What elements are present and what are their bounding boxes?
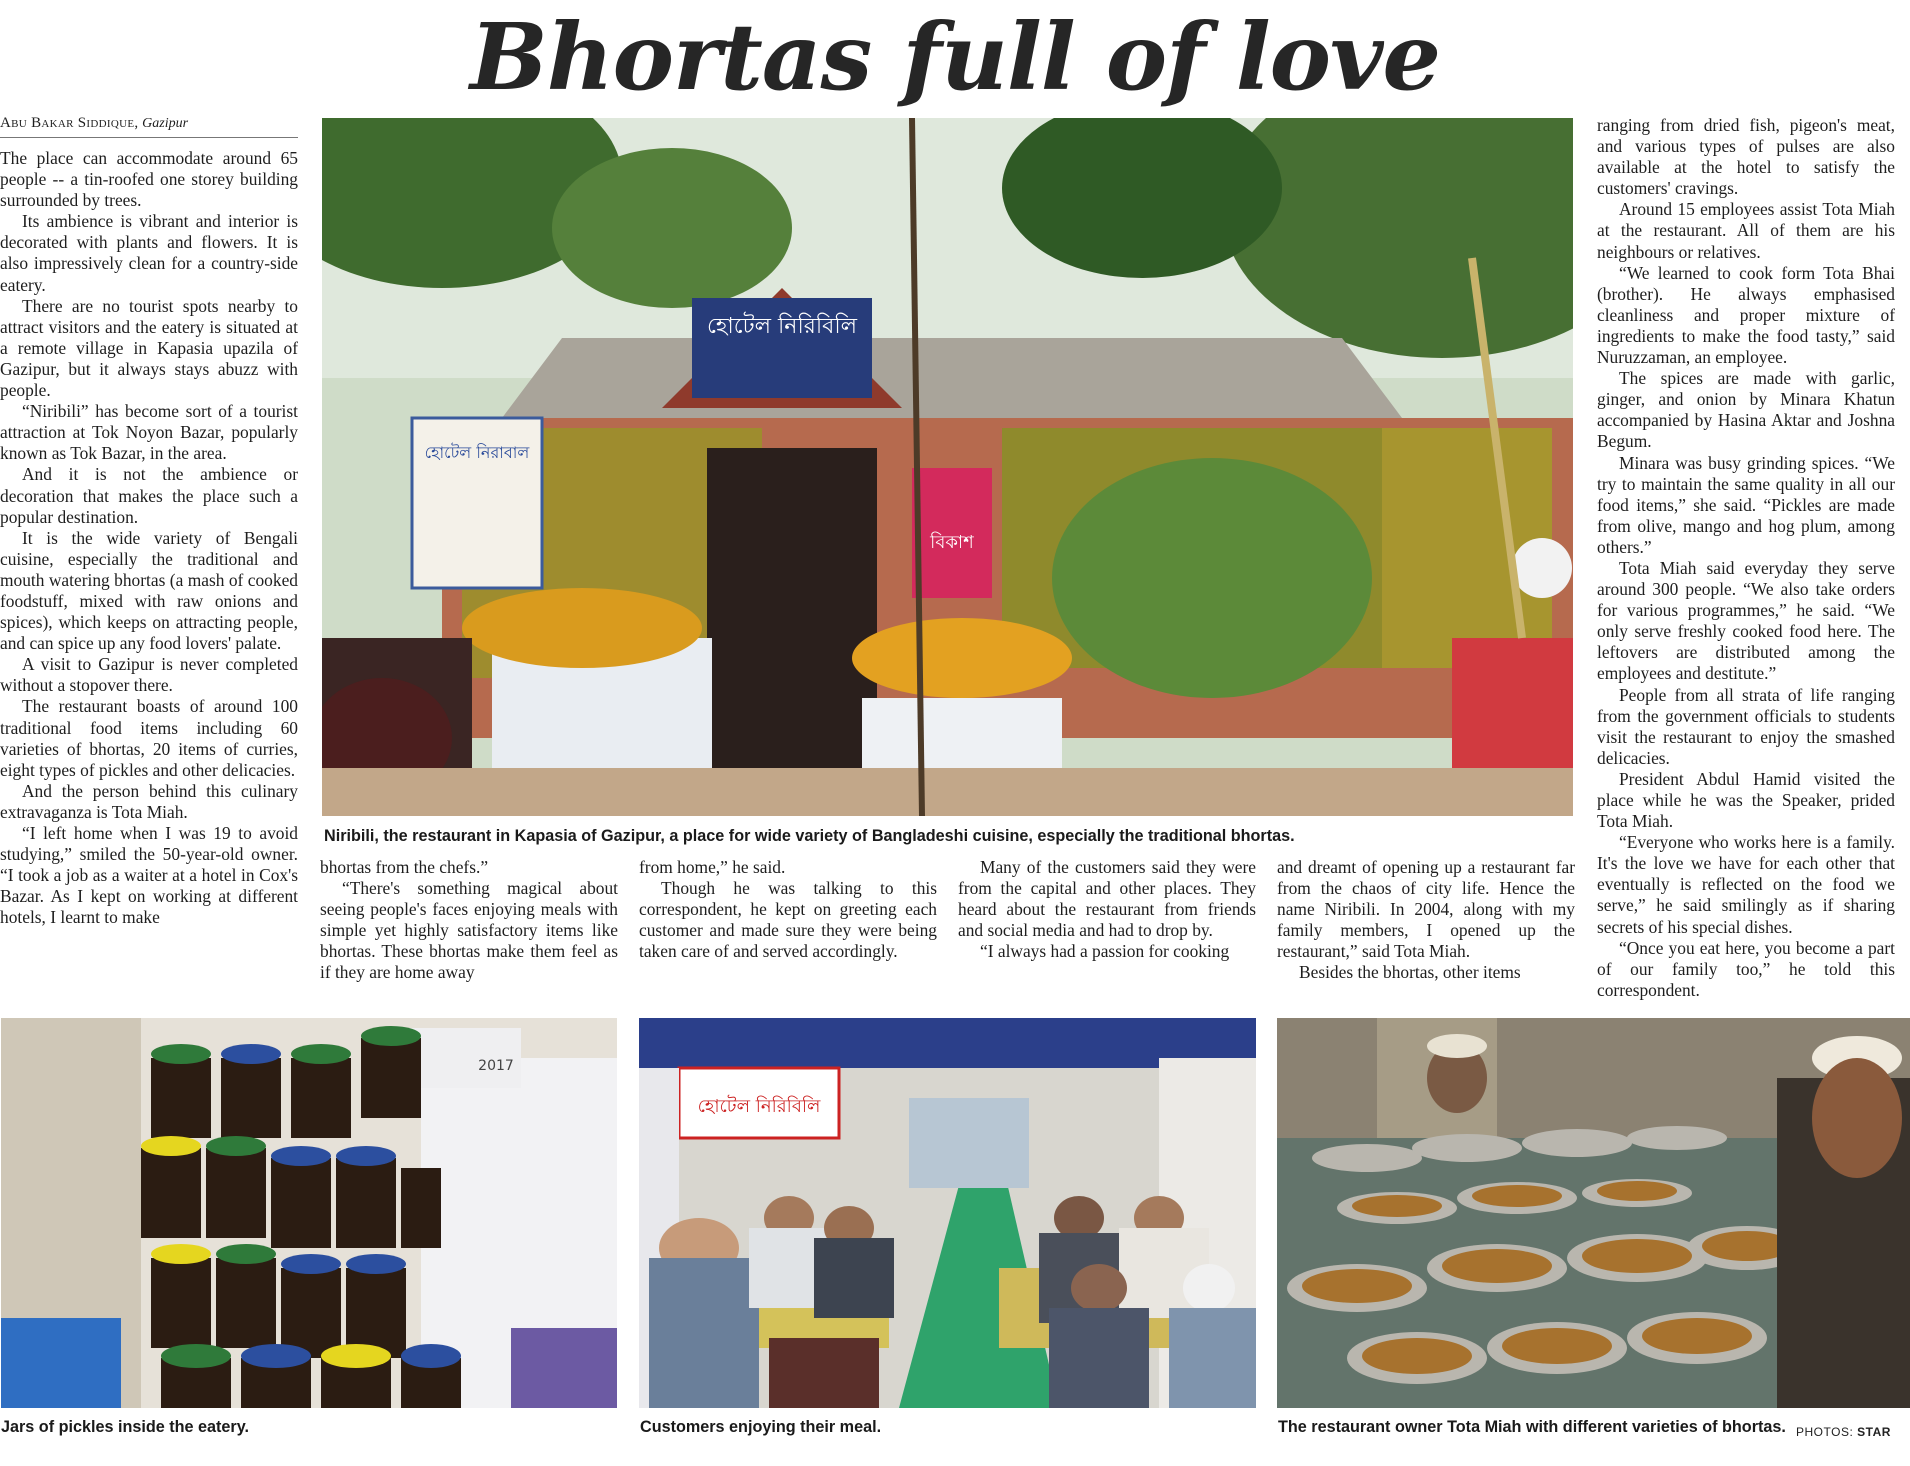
photo-customers-dining	[639, 1018, 1256, 1408]
article-column-4	[958, 857, 1256, 1000]
article-paragraph: “We learned to cook form Tota Bhai (brother). He always emphasised cleanliness and proper mixture of ingredients to make the food tasty,” said Nuruzzaman, an employee.	[1597, 262, 1895, 368]
article-paragraph: Around 15 employees assist Tota Miah at the restaurant. All of them are his neighbours or relatives.	[1597, 199, 1895, 262]
article-paragraph: “I always had a passion for cooking	[980, 941, 1230, 962]
article-paragraph: President Abdul Hamid visited the place while he was the Speaker, prided Tota Miah.	[1597, 768, 1895, 832]
owner-photo-caption: The restaurant owner Tota Miah with different varieties of bhortas.	[1278, 1418, 1786, 1436]
article-paragraph: People from all strata of life ranging from the government officials to students visit the restaurant to enjoy the smashed delicacies.	[1597, 684, 1895, 768]
article-paragraph: Its ambience is vibrant and interior is decorated with plants and flowers. It is also impressively clean for a country-side eatery.	[0, 211, 298, 295]
article-column-6	[1597, 115, 1895, 1000]
article-paragraph: Besides the bhortas, other items	[1299, 962, 1521, 983]
article-paragraph: Minara was busy grinding spices. “We try to maintain the same quality in all our food items,” she said. “Pickles are made from olive, mango and hog plum, among others.”	[1597, 452, 1895, 557]
headline: Bhortas full of love	[469, 3, 1441, 111]
article-paragraph: from home,” he said.	[639, 857, 786, 877]
main-sign-text: হোটেল নিরিবিলি	[706, 314, 858, 339]
article-paragraph: There are no tourist spots nearby to attract visitors and the eatery is situated at a remote village in Kapasia upazila of Gazipur, but it always stays abuzz with people.	[0, 295, 298, 401]
article-paragraph: The restaurant boasts of around 100 traditional food items including 60 varieties of bhortas, 20 items of curries, eight types of pickles and other delicacies.	[0, 696, 298, 780]
interior-sign-text: হোটেল নিরিবিলি	[697, 1096, 821, 1117]
article-paragraph: ranging from dried fish, pigeon's meat, and various types of pulses are also available at the hotel to satisfy the customers' cravings.	[1597, 115, 1895, 199]
article-paragraph: “Everyone who works here is a family. It's the love we have for each other that eventually is reflected on the food we serve,” he said smilingly as if sharing secrets of his special dishes.	[1597, 832, 1895, 937]
article-paragraph: It is the wide variety of Bengali cuisine, especially the traditional and mouth watering bhortas (a mash of cooked foodstuff, mixed with raw onions and spices), which keeps on attracting people, and can spice up any food lovers' palate.	[0, 527, 298, 654]
byline-author: Abu Bakar Siddique,	[0, 115, 139, 131]
main-photo-restaurant-exterior	[322, 118, 1573, 816]
article-paragraph: “There's something magical about seeing people's faces enjoying meals with simple yet highly satisfactory items like bhortas. These bhortas make them feel as if they are home away	[320, 878, 618, 983]
article-paragraph: Tota Miah said everyday they serve around 300 people. “We also take orders for various programmes,” he said. “We only serve freshly cooked food here. The leftovers are distributed among the employees and destitute.”	[1597, 557, 1895, 684]
photo-pickle-jars	[1, 1018, 617, 1408]
calendar-year: 2017	[478, 1058, 514, 1074]
article-paragraph: And it is not the ambience or decoration that makes the place such a popular destination.	[0, 464, 298, 527]
article-paragraph: And the person behind this culinary extravaganza is Tota Miah.	[0, 780, 298, 822]
article-paragraph: Many of the customers said they were from the capital and other places. They heard about the restaurant from friends and social media and had to drop by.	[958, 857, 1256, 941]
article-column-3	[639, 857, 937, 1000]
article-paragraph: A visit to Gazipur is never completed without a stopover there.	[0, 654, 298, 696]
article-column-1	[0, 148, 298, 996]
main-photo-caption: Niribili, the restaurant in Kapasia of Gazipur, a place for wide variety of Bangladeshi cuisine, especially the traditional bhortas.	[324, 827, 1295, 845]
photo-credit-label: PHOTOS:	[1796, 1425, 1854, 1439]
article-column-2	[320, 857, 618, 1000]
article-paragraph: “Niribili” has become sort of a tourist attraction at Tok Noyon Bazar, popularly known as Tok Bazar, in the area.	[0, 401, 298, 464]
article-paragraph: “I left home when I was 19 to avoid studying,” smiled the 50-year-old owner. “I took a job as a waiter at a hotel in Cox's Bazar. As I kept on working at different hotels, I learnt to make	[0, 823, 298, 928]
article-column-5	[1277, 857, 1575, 1000]
article-paragraph: Though he was talking to this correspondent, he kept on greeting each customer and made sure they were being taken care of and served accordingly.	[639, 878, 937, 962]
article-paragraph: and dreamt of opening up a restaurant far from the chaos of city life. Hence the name Niribili. In 2004, along with my family members, I opened up the restaurant,” said Tota Miah.	[1277, 857, 1575, 962]
side-sign-text: হোটেল নিরাবাল	[424, 443, 530, 462]
article-paragraph: “Once you eat here, you become a part of our family too,” he told this correspondent.	[1597, 937, 1895, 1000]
photo-credit	[1796, 1425, 1891, 1439]
article-paragraph: bhortas from the chefs.”	[320, 857, 489, 877]
pickles-photo-caption: Jars of pickles inside the eatery.	[1, 1418, 250, 1436]
article-paragraph: The spices are made with garlic, ginger, and onion by Minara Khatun accompanied by Hasina Aktar and Joshna Begum.	[1597, 368, 1895, 452]
banner-text: বিকাশ	[930, 532, 974, 553]
customers-photo-caption: Customers enjoying their meal.	[640, 1418, 882, 1436]
byline	[0, 114, 298, 138]
photo-owner-bhortas	[1277, 1018, 1910, 1408]
article-paragraph: The place can accommodate around 65 people -- a tin-roofed one storey building surrounded by trees.	[0, 148, 298, 211]
byline-location: Gazipur	[142, 116, 189, 131]
photo-credit-source: STAR	[1857, 1425, 1891, 1439]
